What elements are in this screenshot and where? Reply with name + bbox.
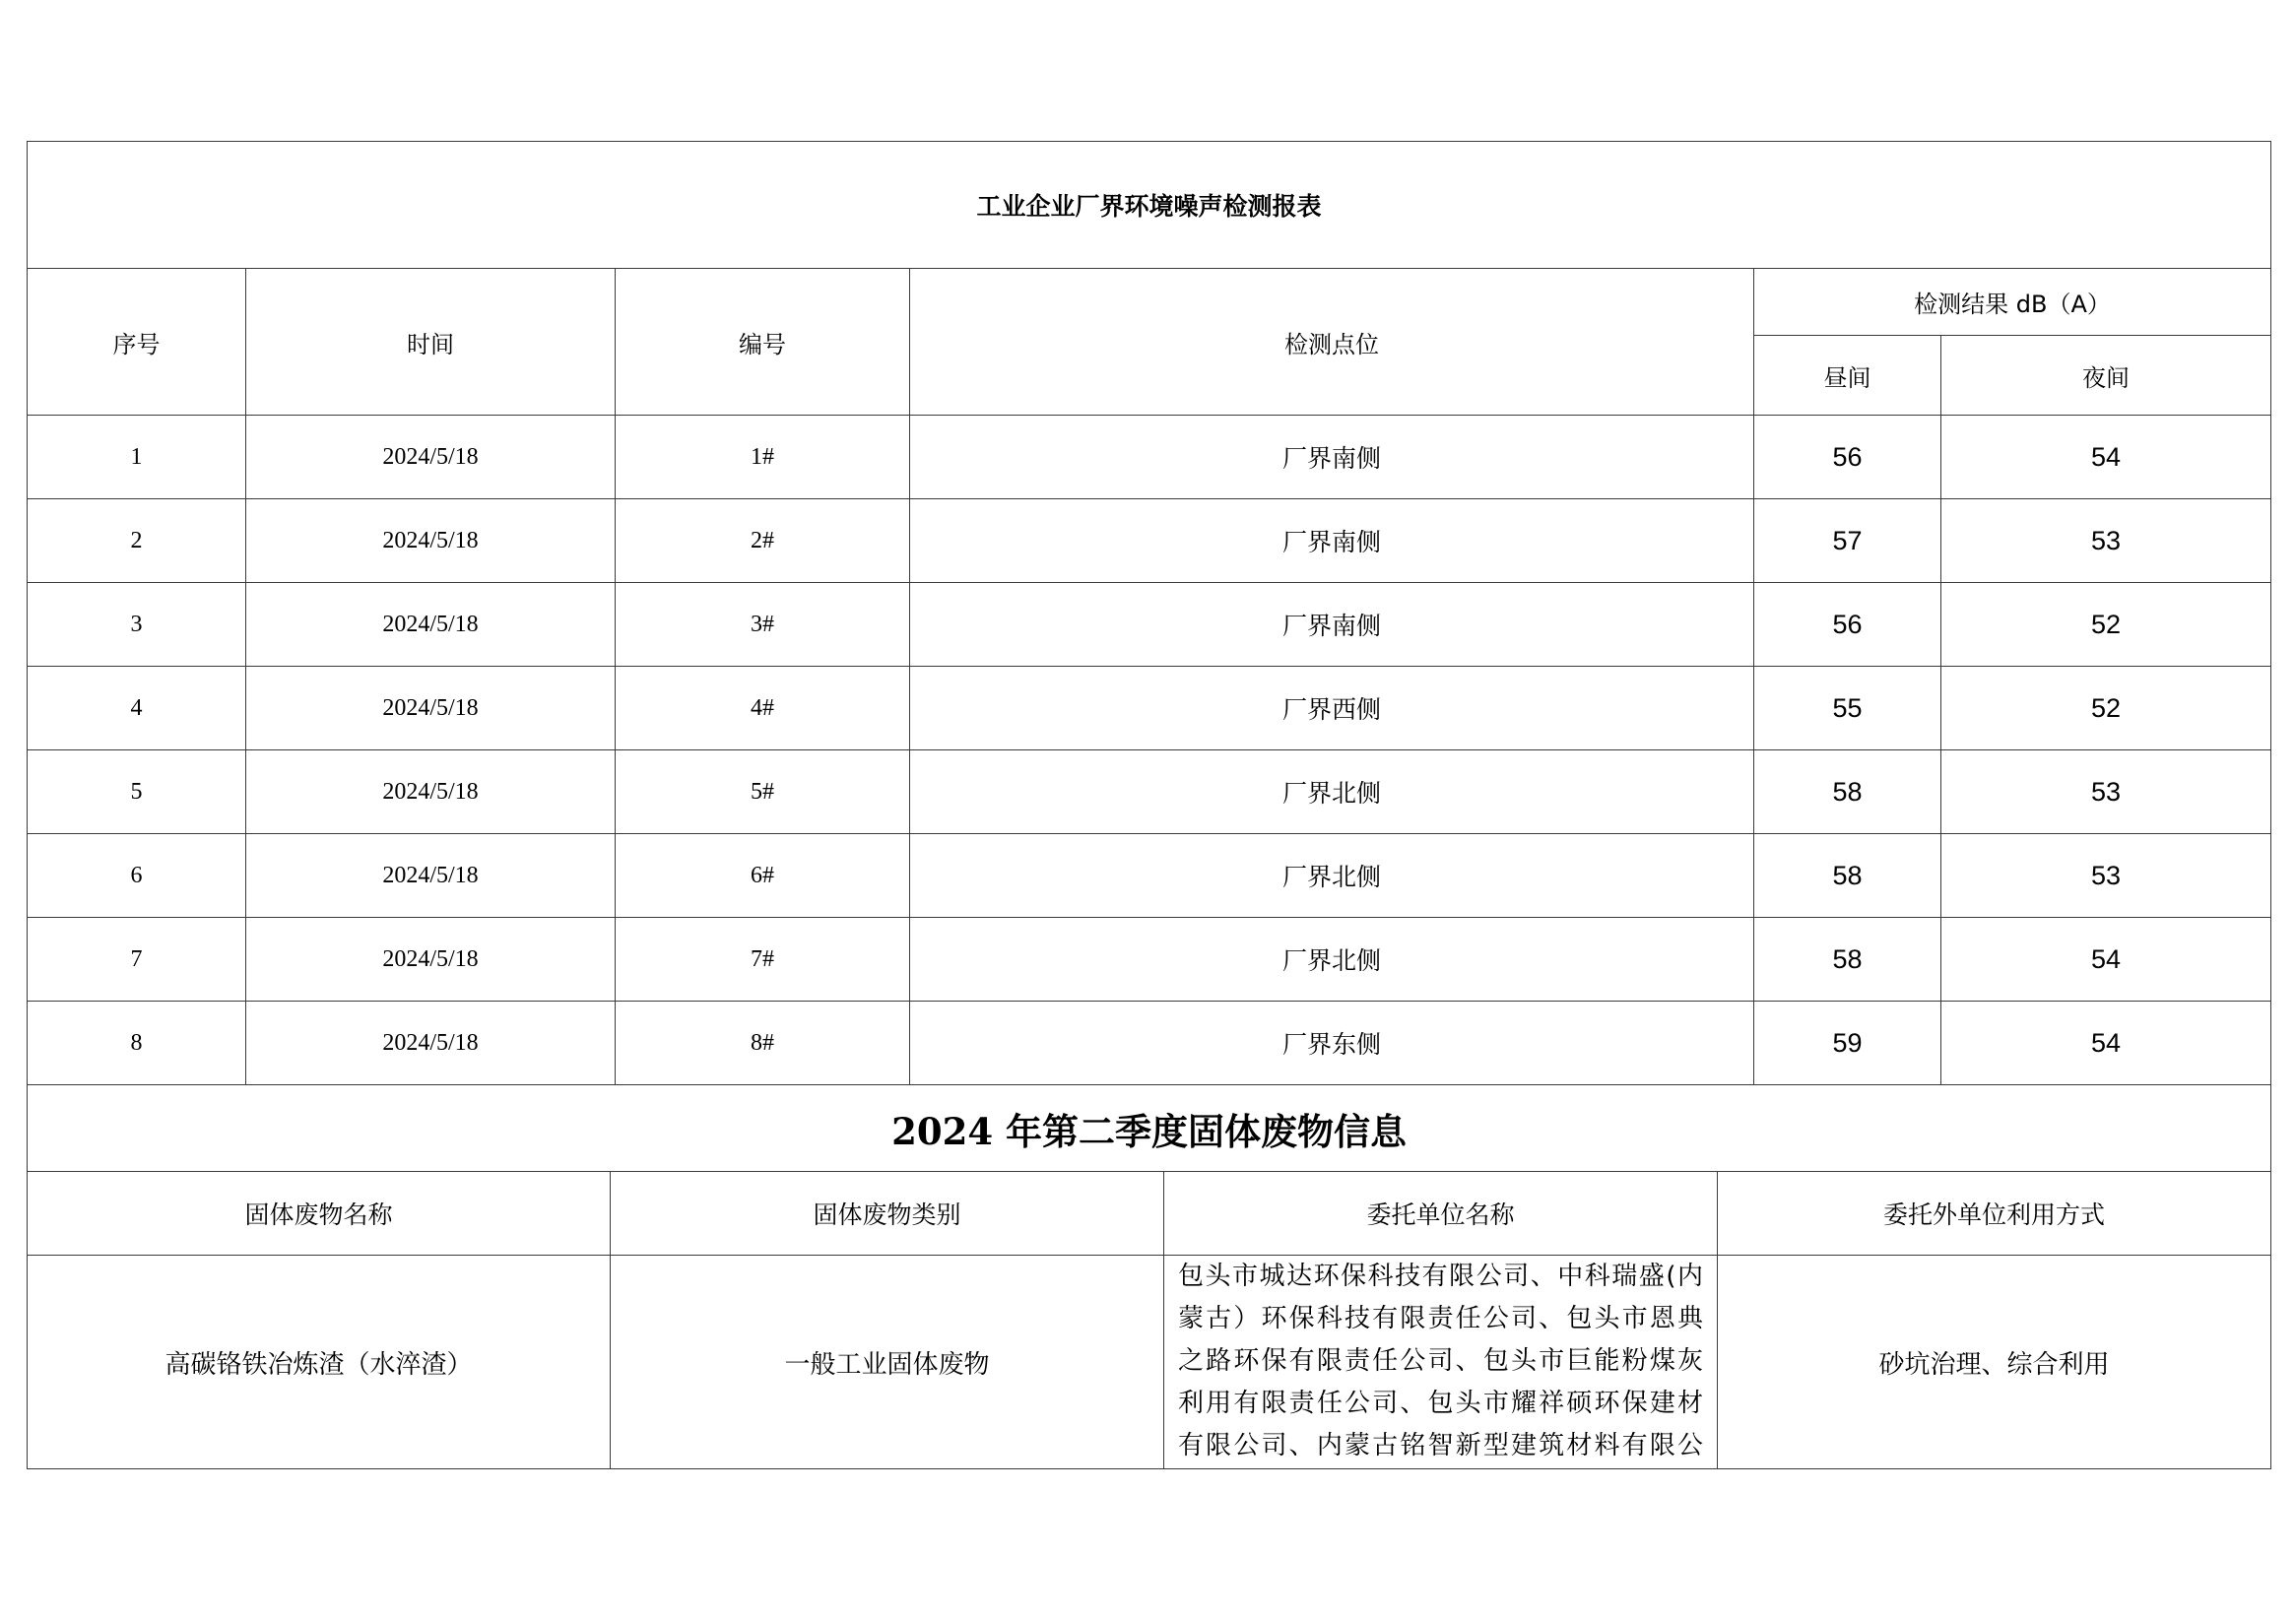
- header-time: 时间: [246, 269, 616, 416]
- header-agency: 委托单位名称: [1164, 1172, 1718, 1256]
- cell-day: 59: [1754, 1002, 1941, 1085]
- cell-point: 厂界北侧: [910, 918, 1754, 1002]
- cell-night: 53: [1941, 499, 2271, 583]
- header-waste-name: 固体废物名称: [28, 1172, 611, 1256]
- table-row: [28, 918, 2271, 1002]
- cell-method: 砂坑治理、综合利用: [1718, 1256, 2271, 1469]
- agency-line: 包头市城达环保科技有限公司、中科瑞盛(内: [1178, 1262, 1703, 1291]
- cell-time: 2024/5/18: [246, 499, 616, 583]
- solid-waste-table: [27, 1084, 2271, 1469]
- cell-point: 厂界东侧: [910, 1002, 1754, 1085]
- table-row: [28, 667, 2271, 750]
- agency-line: 蒙古）环保科技有限责任公司、包头市恩典: [1178, 1304, 1703, 1333]
- cell-time: 2024/5/18: [246, 918, 616, 1002]
- cell-time: 2024/5/18: [246, 750, 616, 834]
- cell-day: 58: [1754, 834, 1941, 918]
- cell-seq: 3: [28, 583, 246, 667]
- agency-line: 之路环保有限责任公司、包头市巨能粉煤灰: [1178, 1346, 1703, 1376]
- cell-day: 58: [1754, 750, 1941, 834]
- cell-point: 厂界北侧: [910, 834, 1754, 918]
- cell-code: 5#: [616, 750, 910, 834]
- header-point: 检测点位: [910, 269, 1754, 416]
- cell-seq: 4: [28, 667, 246, 750]
- header-seq: 序号: [28, 269, 246, 416]
- cell-code: 8#: [616, 1002, 910, 1085]
- cell-point: 厂界南侧: [910, 499, 1754, 583]
- cell-seq: 2: [28, 499, 246, 583]
- cell-night: 54: [1941, 918, 2271, 1002]
- cell-time: 2024/5/18: [246, 583, 616, 667]
- header-method: 委托外单位利用方式: [1718, 1172, 2271, 1256]
- cell-day: 56: [1754, 416, 1941, 499]
- cell-point: 厂界北侧: [910, 750, 1754, 834]
- table-row: [28, 750, 2271, 834]
- agency-line: 有限公司、内蒙古铭智新型建筑材料有限公: [1178, 1431, 1703, 1460]
- solid-waste-title: 2024 年第二季度固体废物信息: [28, 1085, 2271, 1172]
- cell-seq: 1: [28, 416, 246, 499]
- cell-code: 7#: [616, 918, 910, 1002]
- noise-report-table: [27, 141, 2271, 1085]
- cell-day: 58: [1754, 918, 1941, 1002]
- cell-seq: 6: [28, 834, 246, 918]
- cell-code: 3#: [616, 583, 910, 667]
- cell-agency: [1164, 1256, 1718, 1469]
- cell-seq: 5: [28, 750, 246, 834]
- noise-table-title: 工业企业厂界环境噪声检测报表: [28, 142, 2271, 269]
- cell-waste-category: 一般工业固体废物: [611, 1256, 1164, 1469]
- cell-time: 2024/5/18: [246, 416, 616, 499]
- cell-night: 54: [1941, 1002, 2271, 1085]
- cell-point: 厂界西侧: [910, 667, 1754, 750]
- header-result: 检测结果 dB（A）: [1754, 269, 2271, 336]
- header-code: 编号: [616, 269, 910, 416]
- cell-code: 4#: [616, 667, 910, 750]
- cell-time: 2024/5/18: [246, 1002, 616, 1085]
- cell-code: 1#: [616, 416, 910, 499]
- cell-code: 2#: [616, 499, 910, 583]
- cell-time: 2024/5/18: [246, 834, 616, 918]
- table-row: [28, 583, 2271, 667]
- table-row: [28, 416, 2271, 499]
- cell-point: 厂界南侧: [910, 416, 1754, 499]
- table-row: [28, 1256, 2271, 1469]
- cell-day: 57: [1754, 499, 1941, 583]
- table-row: [28, 834, 2271, 918]
- table-row: [28, 1002, 2271, 1085]
- table-row: [28, 499, 2271, 583]
- cell-night: 52: [1941, 667, 2271, 750]
- header-day: 昼间: [1754, 336, 1941, 416]
- cell-night: 52: [1941, 583, 2271, 667]
- cell-waste-name: 高碳铬铁冶炼渣（水淬渣）: [28, 1256, 611, 1469]
- cell-code: 6#: [616, 834, 910, 918]
- cell-point: 厂界南侧: [910, 583, 1754, 667]
- cell-seq: 7: [28, 918, 246, 1002]
- cell-night: 54: [1941, 416, 2271, 499]
- cell-night: 53: [1941, 750, 2271, 834]
- agency-line: 利用有限责任公司、包头市耀祥硕环保建材: [1178, 1389, 1703, 1418]
- header-night: 夜间: [1941, 336, 2271, 416]
- cell-day: 55: [1754, 667, 1941, 750]
- header-waste-category: 固体废物类别: [611, 1172, 1164, 1256]
- cell-night: 53: [1941, 834, 2271, 918]
- cell-time: 2024/5/18: [246, 667, 616, 750]
- cell-seq: 8: [28, 1002, 246, 1085]
- cell-day: 56: [1754, 583, 1941, 667]
